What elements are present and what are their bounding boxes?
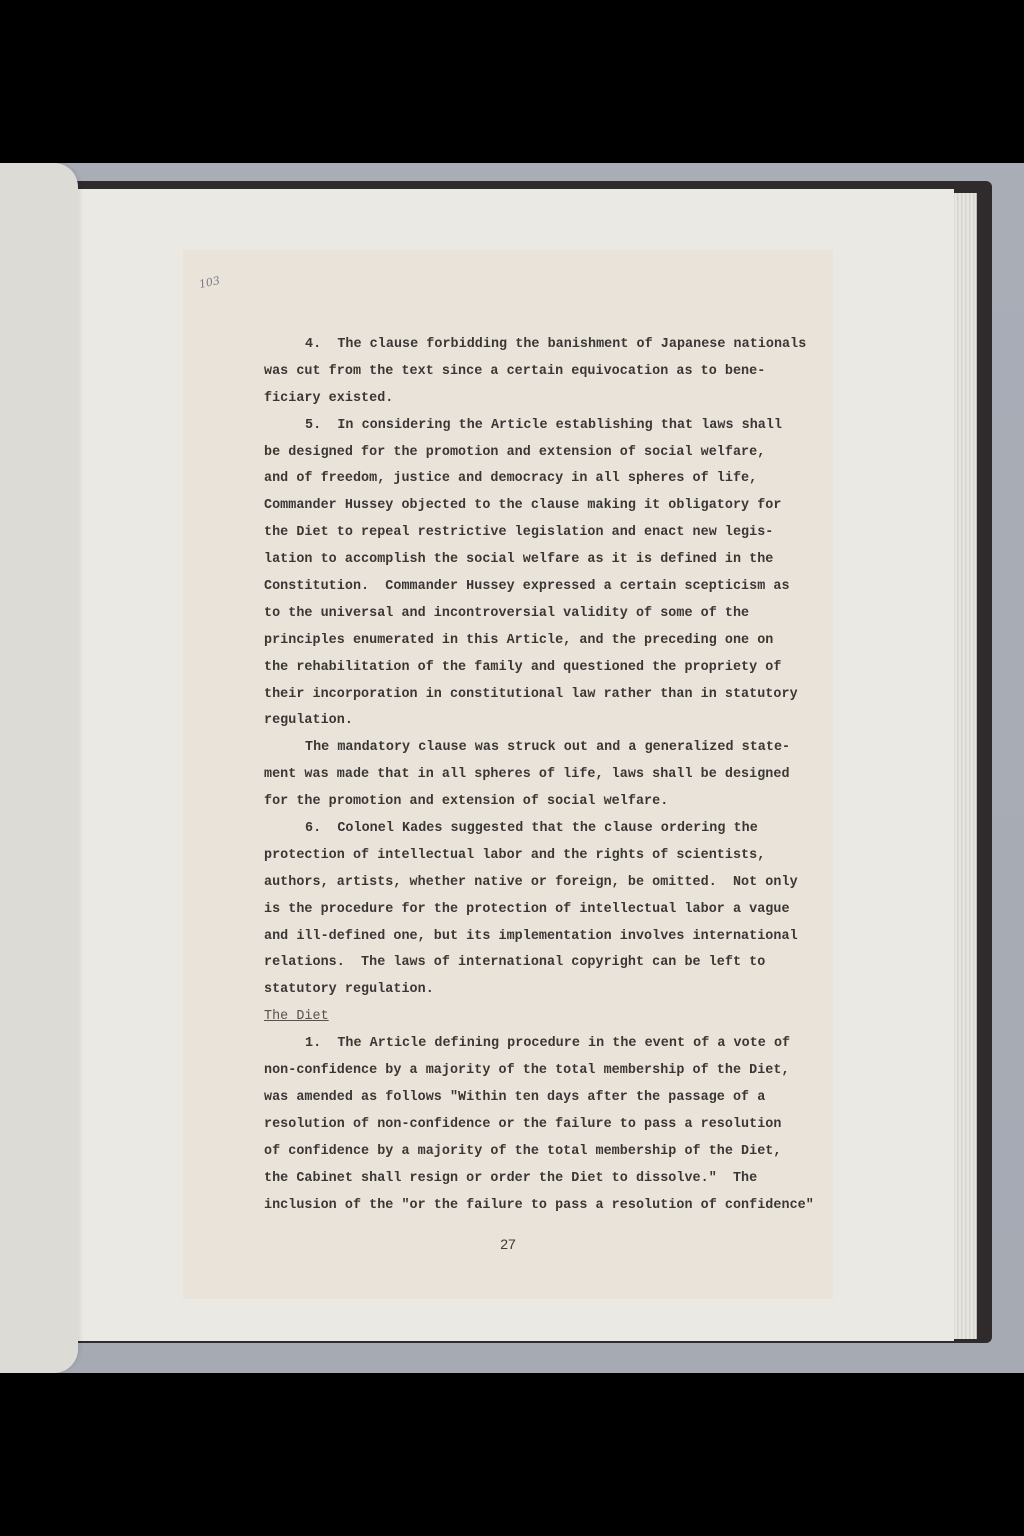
pencil-annotation: 103 bbox=[197, 273, 222, 292]
text-line: and ill-defined one, but its implementation involves international bbox=[264, 928, 798, 944]
text-line: the Diet to repeal restrictive legislation and enact new legis- bbox=[264, 525, 774, 541]
text-line: the rehabilitation of the family and questioned the propriety of bbox=[264, 659, 782, 675]
text-line: statutory regulation. bbox=[264, 982, 434, 998]
text-line: principles enumerated in this Article, and the preceding one on bbox=[264, 632, 774, 648]
page-edges bbox=[954, 193, 977, 1339]
section-heading: The Diet bbox=[264, 1009, 329, 1025]
text-line: authors, artists, whether native or foreign, be omitted. Not only bbox=[264, 874, 798, 890]
text-line: ment was made that in all spheres of life, laws shall be designed bbox=[264, 767, 790, 783]
text-line: their incorporation in constitutional law rather than in statutory bbox=[264, 686, 798, 702]
text-line: is the procedure for the protection of intellectual labor a vague bbox=[264, 901, 790, 917]
text-line: regulation. bbox=[264, 713, 353, 729]
text-line: 4. The clause forbidding the banishment of Japanese nationals bbox=[305, 337, 807, 352]
text-line: was cut from the text since a certain equivocation as to bene- bbox=[264, 363, 766, 379]
text-line: to the universal and incontroversial validity of some of the bbox=[264, 605, 750, 621]
document-body bbox=[264, 332, 824, 1219]
text-line: 1. The Article defining procedure in the event of a vote of bbox=[305, 1036, 791, 1052]
text-line: be designed for the promotion and extension of social welfare, bbox=[264, 444, 766, 460]
text-line: of confidence by a majority of the total membership of the Diet, bbox=[264, 1143, 782, 1159]
text-line: relations. The laws of international copyright can be left to bbox=[264, 955, 766, 971]
text-line: Constitution. Commander Hussey expressed a certain scepticism as bbox=[264, 579, 790, 595]
text-line: was amended as follows "Within ten days after the passage of a bbox=[264, 1089, 766, 1105]
text-line: 6. Colonel Kades suggested that the clause ordering the bbox=[305, 821, 758, 837]
book-left-page bbox=[0, 163, 78, 1373]
text-line: Commander Hussey objected to the clause making it obligatory for bbox=[264, 498, 782, 514]
text-line: ficiary existed. bbox=[264, 390, 394, 406]
page-number: 27 bbox=[500, 1236, 516, 1252]
text-line: for the promotion and extension of social welfare. bbox=[264, 794, 669, 810]
text-line: 5. In considering the Article establishing that laws shall bbox=[305, 417, 783, 433]
text-line: inclusion of the "or the failure to pass a resolution of confidence" bbox=[264, 1197, 814, 1213]
text-line: The mandatory clause was struck out and a generalized state- bbox=[305, 740, 791, 756]
text-line: resolution of non-confidence or the failure to pass a resolution bbox=[264, 1116, 782, 1132]
text-line: and of freedom, justice and democracy in all spheres of life, bbox=[264, 471, 758, 487]
text-line: protection of intellectual labor and the rights of scientists, bbox=[264, 847, 766, 863]
typed-document bbox=[183, 250, 833, 1299]
text-line: lation to accomplish the social welfare as it is defined in the bbox=[264, 552, 774, 568]
text-line: non-confidence by a majority of the total membership of the Diet, bbox=[264, 1063, 790, 1079]
text-line: the Cabinet shall resign or order the Diet to dissolve." The bbox=[264, 1170, 758, 1186]
